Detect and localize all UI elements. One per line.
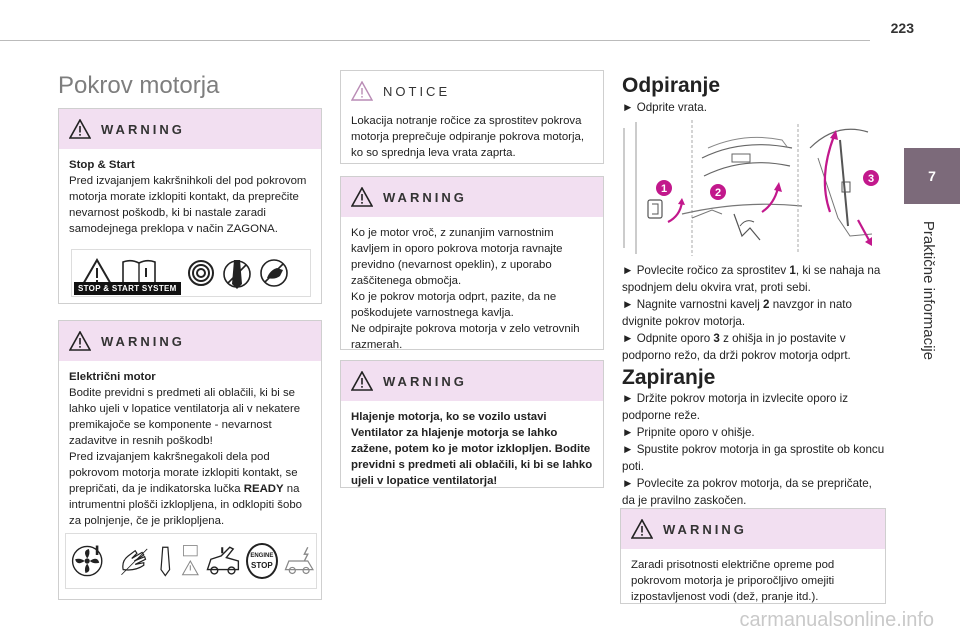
- opening-step-3: [622, 330, 886, 364]
- warning-text-2a: Pred izvajanjem kakršnegakoli dela pod pokrovom motorja morate izklopiti kontakt, se prepričati, da je indikatorska lučka: [69, 451, 298, 495]
- page-number: 223: [890, 20, 914, 36]
- opening-step-0: ► Odprite vrata.: [622, 101, 707, 114]
- watermark: carmanualsonline.info: [739, 609, 934, 631]
- notice-box: [340, 70, 604, 164]
- warning-fan: [340, 360, 604, 488]
- warning-triangle-icon: [351, 187, 373, 207]
- manual-warning-icon: [180, 541, 201, 581]
- warning-text: Hlajenje motorja, ko se vozilo ustavi Ventilator za hlajenje motorja se lahko zažene, potem ko je motor izklopljen. Bodite previdni s predmeti ali oblačili, ki bi se lahko ujeli v lopatice ventilatorja!: [351, 411, 593, 487]
- electric-pictograms: [65, 533, 317, 589]
- chapter-title-text: Praktične informacije: [920, 220, 938, 360]
- plug-no-charge-icon: [282, 541, 316, 581]
- warning-title: Stop & Start: [69, 159, 135, 171]
- opening-step-2: [622, 296, 886, 330]
- warning-text-3: Ne odpirajte pokrova motorja v zelo vetrovnih razmerah.: [351, 323, 580, 351]
- warning-title: Električni motor: [69, 371, 156, 383]
- hood-panel: [682, 120, 802, 256]
- closing-step-3: ► Spustite pokrov motorja in ga sprostite ob koncu poti.: [622, 443, 885, 473]
- warning-label: WARNING: [383, 189, 467, 205]
- opening-step-1-b: 1: [789, 264, 796, 277]
- callout-3-label: 3: [867, 173, 875, 185]
- closing-steps: [622, 390, 886, 509]
- opening-illustration: [622, 118, 884, 258]
- engine-label: ENGINE: [250, 553, 274, 559]
- opening-step-2-a: ► Nagnite varnostni kavelj: [622, 298, 764, 311]
- callout-1-label: 1: [660, 183, 668, 195]
- opening-steps: [622, 262, 886, 364]
- warning-text-2b: na intrumentni plošči izklopljena, in odklopiti šobo za polnjenje, če je priklopljena.: [69, 483, 303, 527]
- warning-body: [341, 401, 603, 497]
- warning-label: WARNING: [101, 121, 185, 137]
- lever-panel: [624, 122, 685, 254]
- spring-coil-icon: [186, 258, 216, 288]
- warning-water: [620, 508, 886, 604]
- callout-2-label: 2: [714, 187, 722, 199]
- no-tie-icon: [222, 256, 252, 290]
- warning-header: [341, 177, 603, 217]
- warning-text-2: [69, 449, 311, 529]
- notice-triangle-icon: [351, 81, 373, 101]
- warning-body: [59, 149, 321, 245]
- opening-step-1-c: , ki se nahaja na spodnjem delu okvira vrat, proti sebi.: [622, 264, 881, 294]
- warning-text-2: Ko je pokrov motorja odprt, pazite, da ne poškodujete varnostnega kavlja.: [351, 291, 557, 319]
- warning-electric-motor: [58, 320, 322, 600]
- warning-triangle-icon: [69, 119, 91, 139]
- section-title: Pokrov motorja: [58, 72, 220, 99]
- hand-danger-icon: [118, 541, 151, 581]
- opening-step-2-c: navzgor in nato dvignite pokrov motorja.: [622, 298, 852, 328]
- ready-label: READY: [243, 483, 284, 495]
- chapter-tab[interactable]: 7: [904, 148, 960, 204]
- engine-stop-badge: [246, 543, 278, 579]
- warning-header: [341, 361, 603, 401]
- chapter-title: [914, 210, 944, 370]
- notice-label: NOTICE: [383, 83, 451, 99]
- stop-label: STOP: [251, 561, 273, 570]
- warning-text: Zaradi prisotnosti električne opreme pod pokrovom motorja je priporočljivo omejiti izpostavljenost vodi (dež, pranje itd.).: [631, 559, 835, 603]
- closing-title: Zapiranje: [622, 366, 716, 389]
- warning-header: [59, 109, 321, 149]
- opening-step-3-a: ► Odpnite oporo: [622, 332, 714, 345]
- tie-danger-icon: [155, 541, 176, 581]
- opening-title: Odpiranje: [622, 74, 721, 97]
- warning-header: [621, 509, 885, 549]
- warning-label: WARNING: [101, 333, 185, 349]
- warning-body: [621, 549, 885, 613]
- warning-triangle-icon: [351, 371, 373, 391]
- closing-step-1: ► Držite pokrov motorja in izvlecite oporo iz podporne reže.: [622, 392, 849, 422]
- opening-step-1-a: ► Povlecite ročico za sprostitev: [622, 264, 790, 277]
- warning-label: WARNING: [383, 373, 467, 389]
- opening-step-3-c: z ohišja in jo postavite v podporno režo, da drži pokrov motorja odprt.: [622, 332, 851, 362]
- prop-panel: [810, 129, 875, 246]
- warning-body: [341, 217, 603, 361]
- stop-start-badge: STOP & START SYSTEM: [74, 282, 181, 295]
- opening-step-1: [622, 262, 886, 296]
- hood-opening-diagram: [622, 118, 884, 258]
- top-rule: [0, 40, 870, 41]
- warning-text-1: Bodite previdni s predmeti ali oblačili, ki bi se lahko ujeli v lopatice ventilatorja ali v nekatere premikajoče se komponente - nevarnost zadavitve in resnih poškodb!: [69, 387, 301, 447]
- warning-hot-engine: [340, 176, 604, 350]
- notice-header: [341, 71, 603, 111]
- notice-text: Lokacija notranje ročice za sprostitev pokrova motorja preprečuje odpiranje pokrova motorja, ko so sprednja leva vrata zaprta.: [351, 115, 584, 159]
- opening-step-3-b: 3: [713, 332, 720, 345]
- warning-stop-start: [58, 108, 322, 304]
- notice-body: [341, 111, 603, 169]
- warning-header: [59, 321, 321, 361]
- no-hand-icon: [258, 257, 290, 289]
- opening-step-2-b: 2: [763, 298, 770, 311]
- warning-text: Pred izvajanjem kakršnihkoli del pod pokrovom motorja morate izklopiti kontakt, da preprečite nevarnost poškodb, ki bi nastale zaradi samodejnega preklopa v način ZAGONA.: [69, 175, 307, 235]
- closing-step-4: ► Povlecite za pokrov motorja, da se prepričate, da je pravilno zaskočen.: [622, 477, 872, 507]
- warning-label: WARNING: [663, 521, 747, 537]
- fan-warning-icon: [70, 541, 104, 581]
- warning-body: [59, 361, 321, 537]
- warning-triangle-icon: [631, 519, 653, 539]
- warning-text-1: Ko je motor vroč, z zunanjim varnostnim kavljem in oporo pokrova motorja ravnajte previdno (nevarnost opeklin), z uporabo zaščitenega območja.: [351, 227, 563, 287]
- car-hood-icon: [204, 541, 242, 581]
- stop-start-pictograms: [71, 249, 311, 297]
- closing-step-2: ► Pripnite oporo v ohišje.: [622, 426, 755, 439]
- warning-triangle-icon: [69, 331, 91, 351]
